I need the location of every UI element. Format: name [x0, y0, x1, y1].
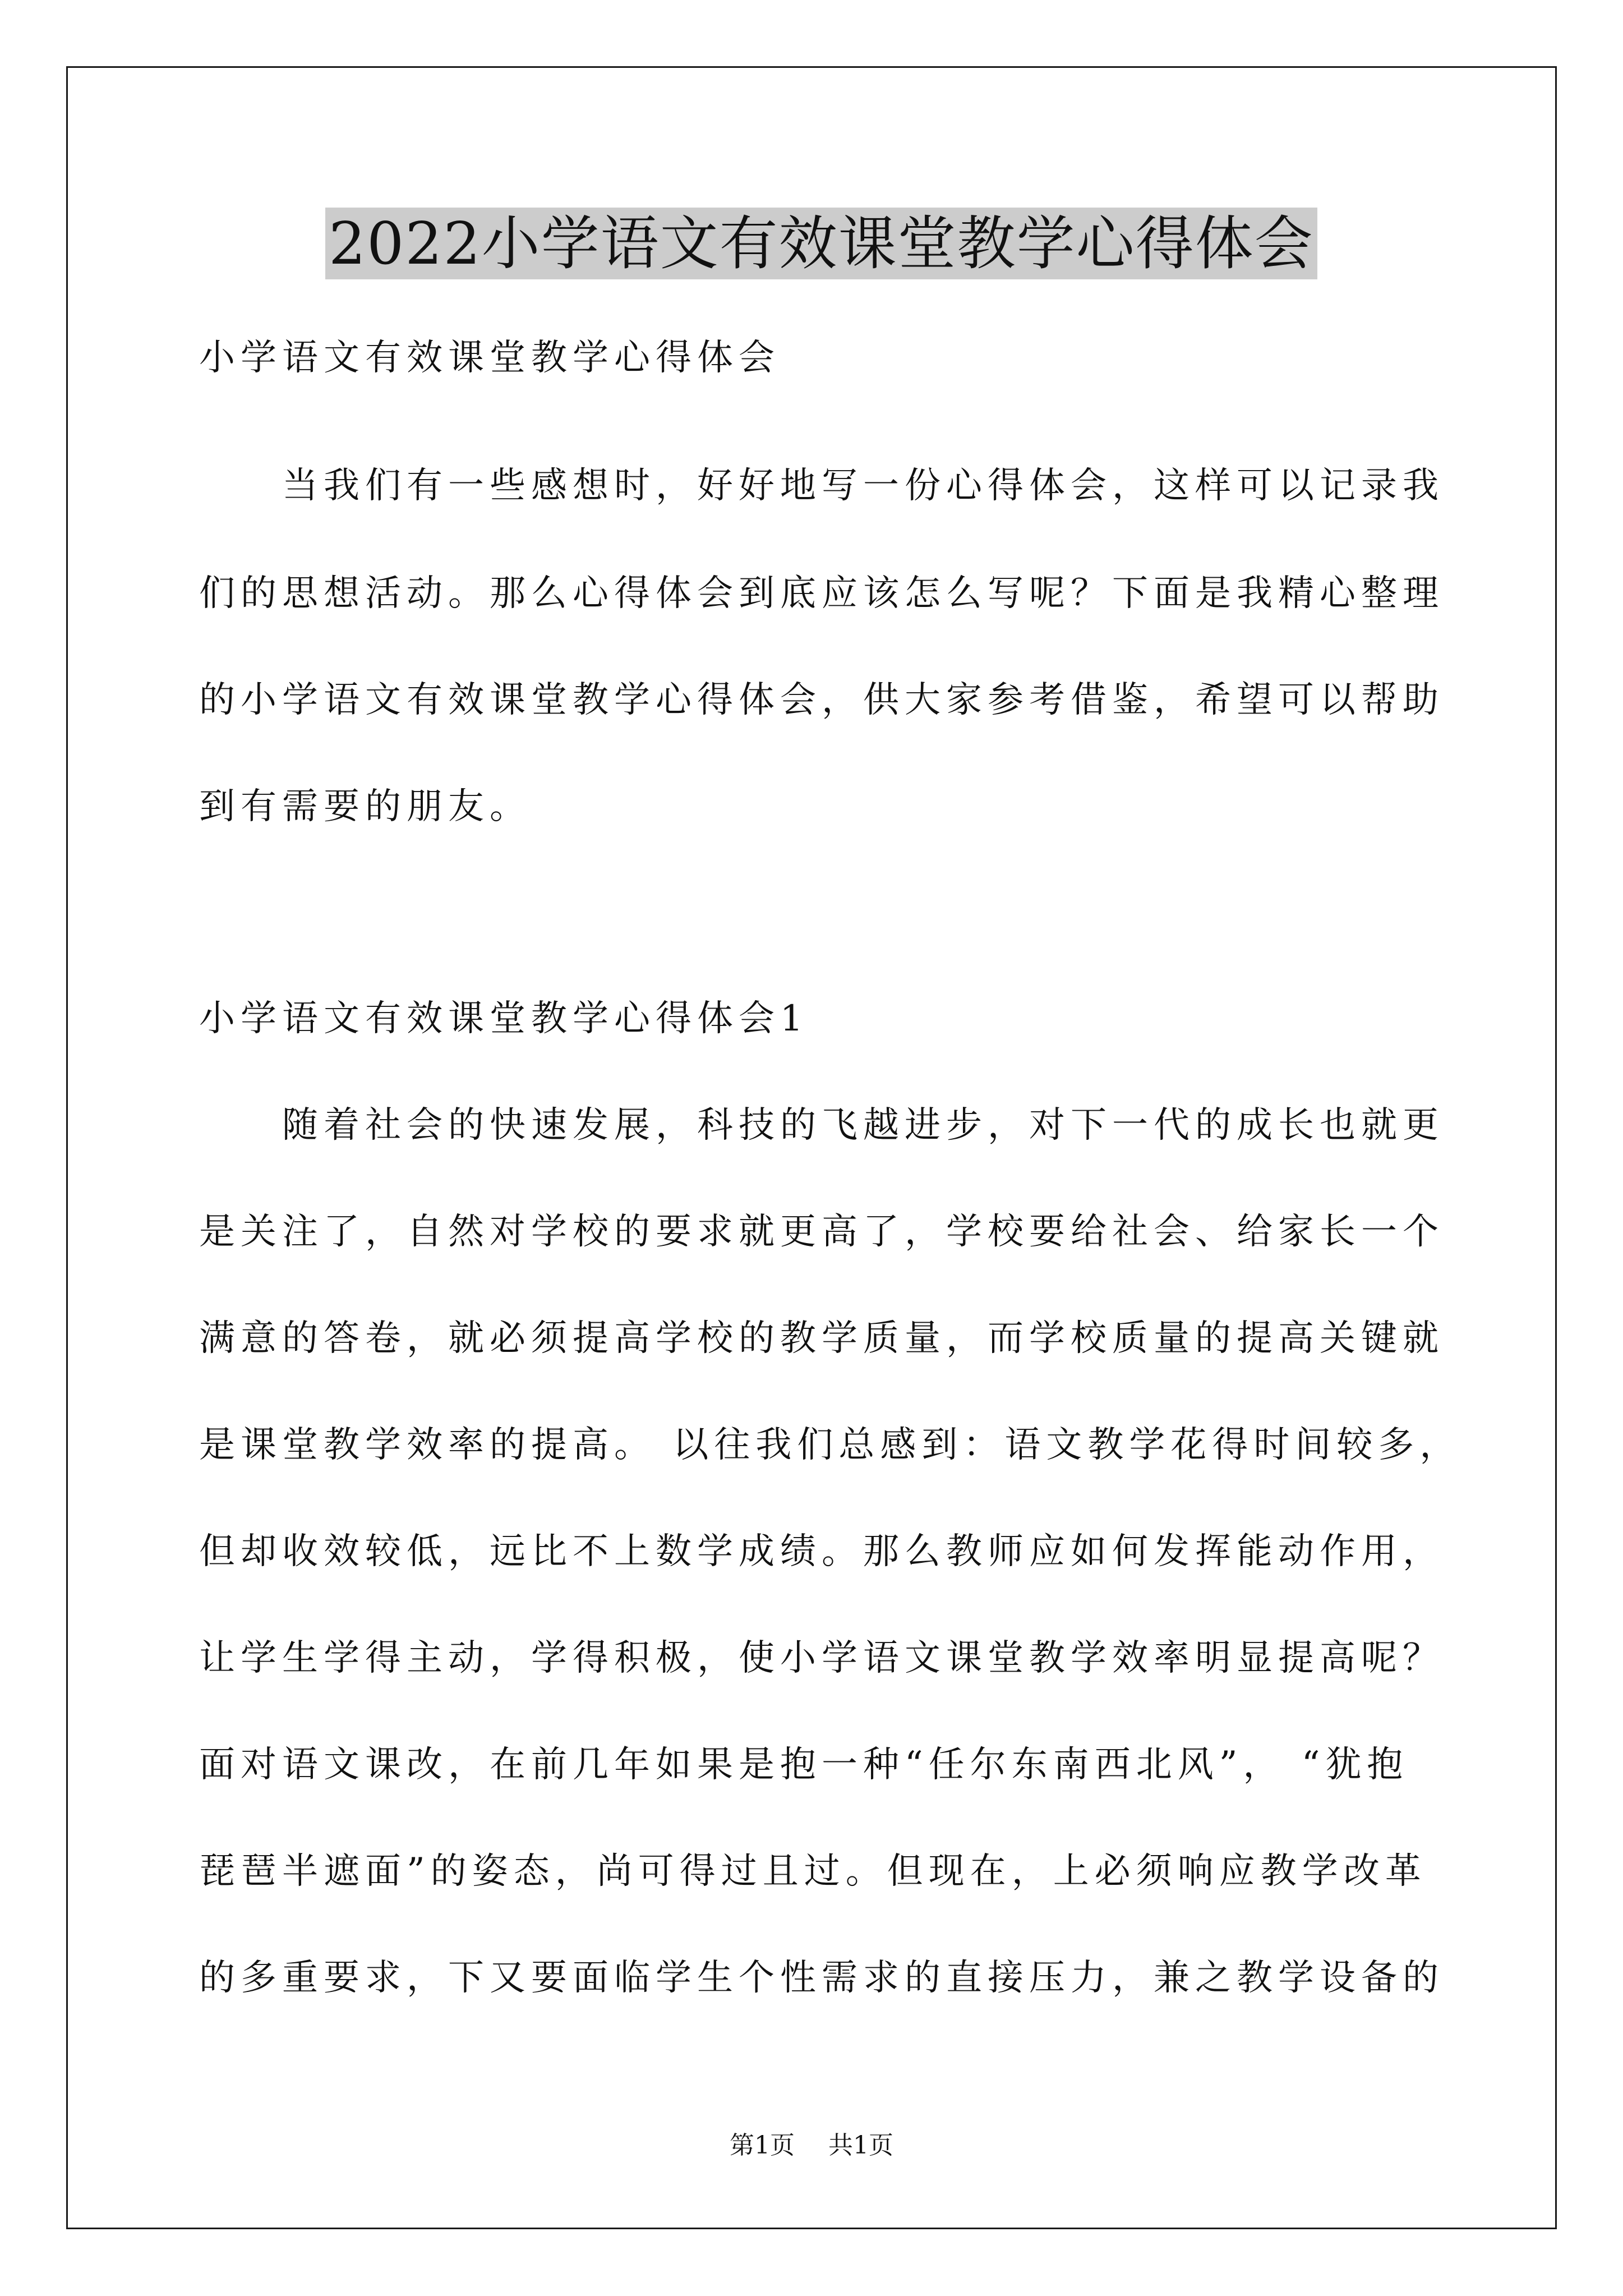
paragraph-line: 随着社会的快速发展，科技的飞越进步，对下一代的成长也就更 — [282, 1105, 1444, 1146]
paragraph-line: 琵琶半遮面”的姿态，尚可得过且过。但现在，上必须响应教学改革 — [199, 1851, 1427, 1892]
paragraph-line: 的多重要求，下又要面临学生个性需求的直接压力，兼之教学设备的 — [199, 1957, 1444, 1999]
section-heading-intro: 小学语文有效课堂教学心得体会 — [199, 337, 780, 379]
paragraph-line: 当我们有一些感想时，好好地写一份心得体会，这样可以记录我 — [282, 465, 1444, 507]
paragraph-line: 面对语文课改，在前几年如果是抱一种“任尔东南西北风”， “犹抱 — [199, 1744, 1409, 1786]
paragraph-line: 到有需要的朋友。 — [199, 786, 531, 827]
page-total: 共1页 — [828, 2131, 893, 2160]
page-footer — [0, 2129, 1623, 2162]
paragraph-line: 是关注了，自然对学校的要求就更高了，学校要给社会、给家长一个 — [199, 1211, 1444, 1253]
paragraph-line: 们的思想活动。那么心得体会到底应该怎么写呢？下面是我精心整理 — [199, 573, 1444, 614]
paragraph-line: 让学生学得主动，学得积极，使小学语文课堂教学效率明显提高呢？ — [199, 1637, 1444, 1679]
paragraph-line: 的小学语文有效课堂教学心得体会，供大家参考借鉴，希望可以帮助 — [199, 679, 1444, 721]
section-heading-1: 小学语文有效课堂教学心得体会1 — [199, 998, 809, 1039]
page-number: 第1页 — [730, 2131, 795, 2160]
paragraph-line: 是课堂教学效率的提高。 以往我们总感到：语文教学花得时间较多， — [199, 1424, 1461, 1466]
paragraph-line: 满意的答卷，就必须提高学校的教学质量，而学校质量的提高关键就 — [199, 1318, 1444, 1359]
paragraph-line: 但却收效较低，远比不上数学成绩。那么教师应如何发挥能动作用， — [199, 1531, 1444, 1572]
document-title: 2022小学语文有效课堂教学心得体会 — [325, 208, 1317, 279]
